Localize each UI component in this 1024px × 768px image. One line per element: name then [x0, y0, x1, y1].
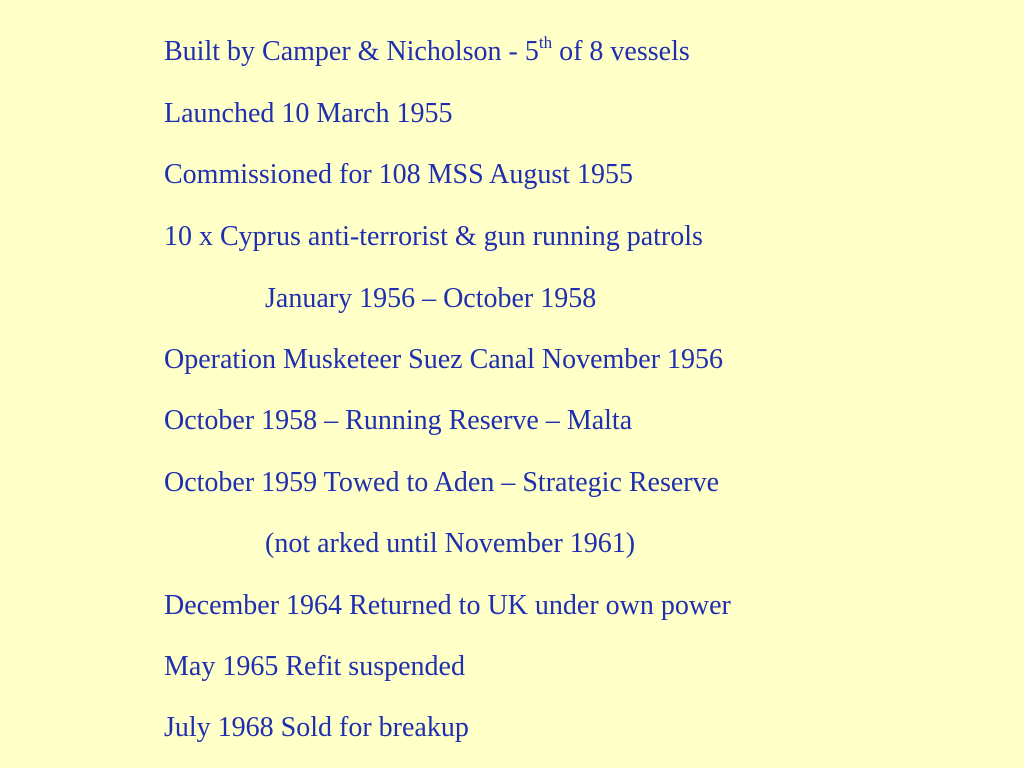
line-returned-to-uk: December 1964 Returned to UK under own power [164, 590, 731, 621]
vessel-count-text: of 8 vessels [552, 36, 690, 67]
line-operation-musketeer: Operation Musketeer Suez Canal November 1956 [164, 344, 724, 375]
line-launched: Launched 10 March 1955 [164, 98, 453, 129]
ordinal-superscript: th [538, 32, 553, 52]
line-refit-suspended: May 1965 Refit suspended [164, 651, 465, 682]
line-towed-to-aden: October 1959 Towed to Aden – Strategic Reserve [164, 467, 720, 498]
line-not-arked: (not arked until November 1961) [265, 528, 636, 559]
line-sold-for-breakup: July 1968 Sold for breakup [164, 712, 469, 743]
line-patrol-dates: January 1956 – October 1958 [265, 283, 597, 314]
line-running-reserve: October 1958 – Running Reserve – Malta [164, 405, 633, 436]
line-commissioned: Commissioned for 108 MSS August 1955 [164, 159, 634, 190]
line-cyprus-patrols: 10 x Cyprus anti-terrorist & gun running patrols [164, 221, 703, 252]
line-built-by [164, 32, 690, 68]
built-by-text: Built by Camper & Nicholson - 5 [164, 36, 539, 67]
